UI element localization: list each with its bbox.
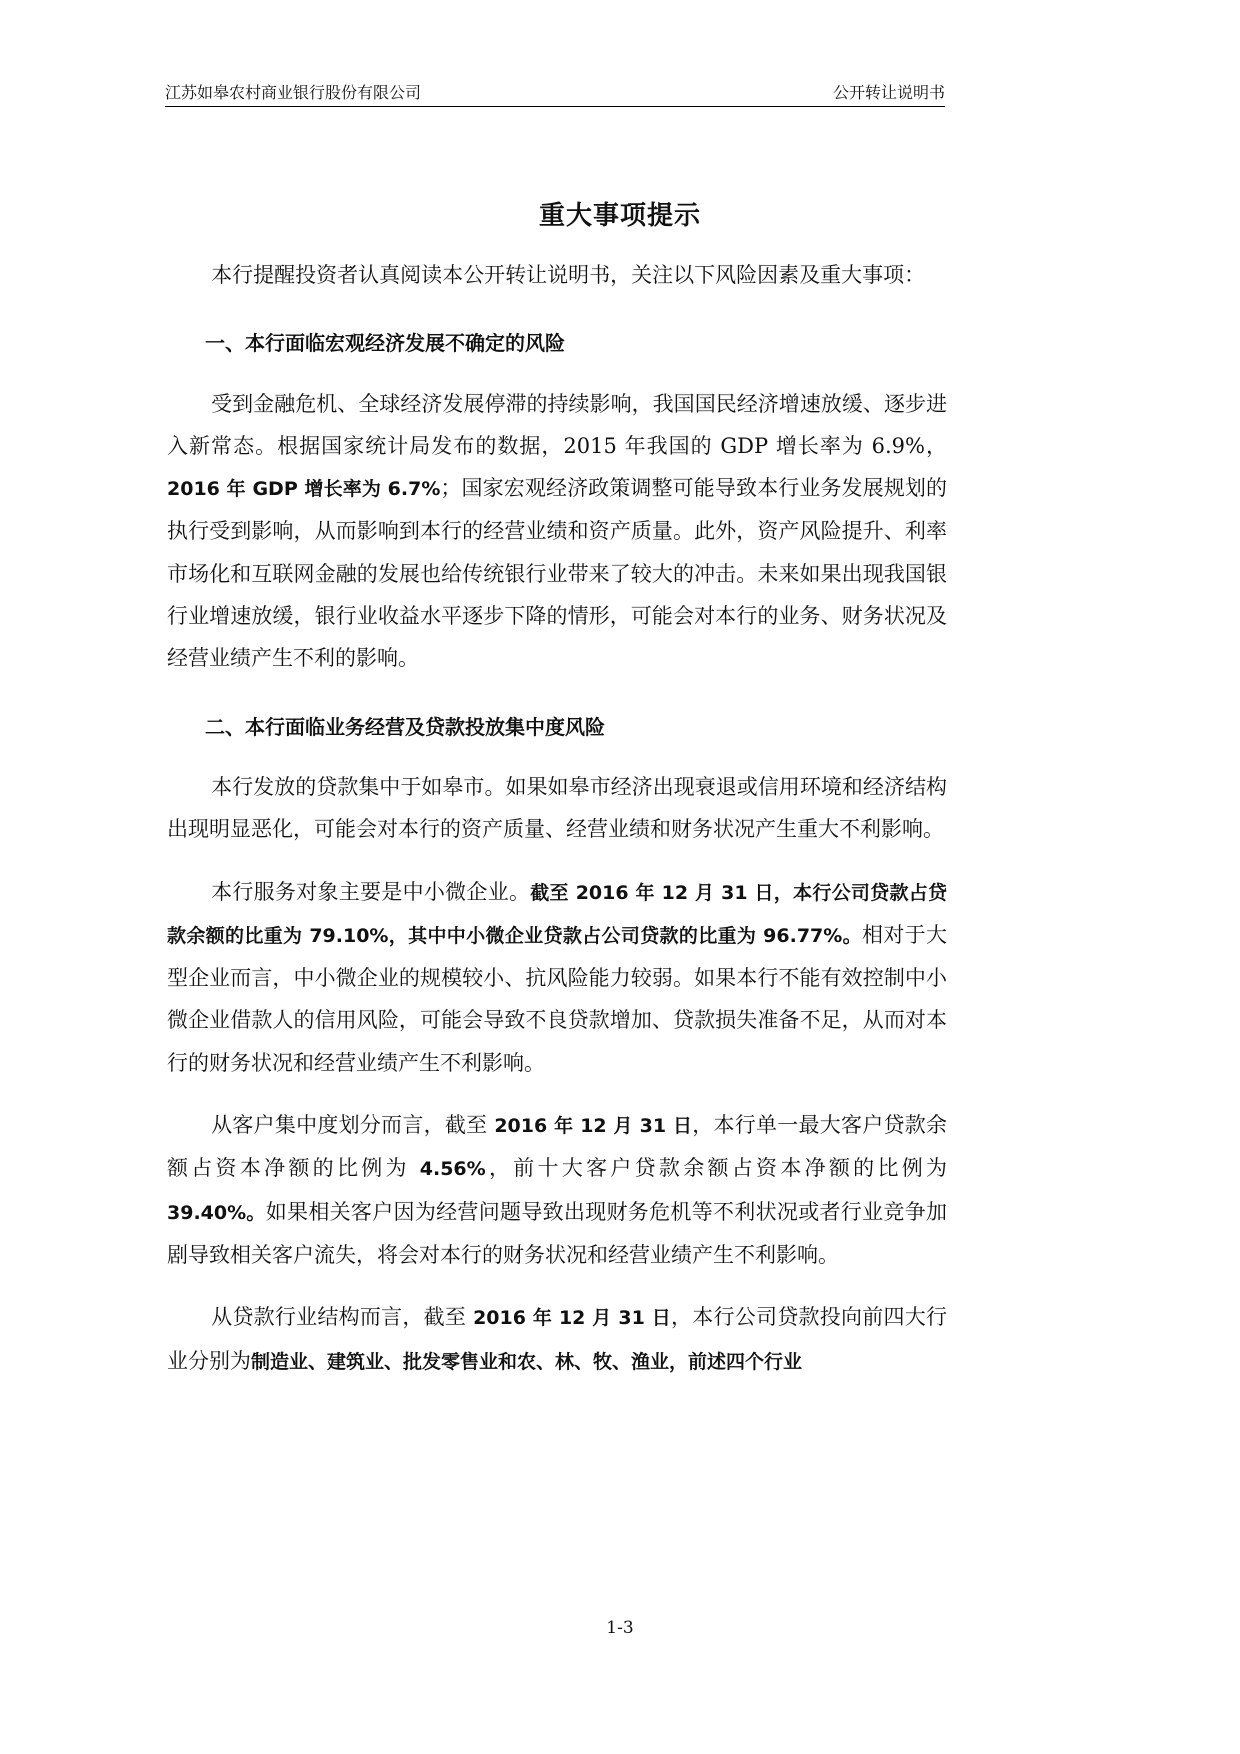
bold-text-run: 制造业、建筑业、批发零售业和农、林、牧、渔业，前述四个行业	[251, 1350, 803, 1373]
text-run: ，前十大客户贷款余额占资本净额的比例为	[485, 1156, 947, 1181]
text-run: 相对于大型企业而言，中小微企业的规模较小、抗风险能力较弱。如果本行不能有效控制中小微企业借款人的信用风险，可能会导致不良贷款增加、贷款损失准备不足，从而对本行的财务状况和经营业绩产生不利影响。	[167, 922, 947, 1075]
page-number: 1-3	[606, 1618, 634, 1638]
text-run: 受到金融危机、全球经济发展停滞的持续影响，我国国民经济增速放缓、逐步进入新常态。根据国家统计局发布的数据，2015 年我国的 GDP 增长率为 6.9%，	[167, 391, 947, 458]
section-2-paragraph-2	[167, 871, 947, 1084]
bold-text-run: 39.40%。	[167, 1201, 266, 1224]
intro-paragraph: 本行提醒投资者认真阅读本公开转让说明书，关注以下风险因素及重大事项：	[211, 263, 926, 287]
text-run: ，本行公司贷款投向前四大行业分别为	[167, 1305, 947, 1373]
text-run: 从客户集中度划分而言，截至	[211, 1113, 495, 1138]
section-2-paragraph-1: 本行发放的贷款集中于如皋市。如果如皋市经济出现衰退或信用环境和经济结构出现明显恶化，可能会对本行的资产质量、经营业绩和财务状况产生重大不利影响。	[167, 774, 947, 842]
header-company-name: 江苏如皋农村商业银行股份有限公司	[165, 83, 422, 102]
text-run: 本行服务对象主要是中小微企业。	[211, 879, 531, 904]
section-heading-2: 二、本行面临业务经营及贷款投放集中度风险	[205, 714, 605, 739]
section-1-paragraph	[167, 383, 947, 680]
bold-text-run: 截至 2016 年 12 月 31 日，本行公司贷款占贷款余额的比重为 79.10%，其中中小微企业贷款占公司贷款的比重为 96.77%。	[167, 881, 947, 947]
bold-text-run: 2016 年 12 月 31 日	[494, 1115, 693, 1138]
text-run: 从贷款行业结构而言，截至	[211, 1305, 474, 1330]
section-2-paragraph-3	[167, 1104, 947, 1276]
bold-text-run: 2016 年 12 月 31 日	[473, 1307, 671, 1330]
text-run: ；国家宏观经济政策调整可能导致本行业务发展规划的执行受到影响，从而影响到本行的经营业绩和资产质量。此外，资产风险提升、利率市场化和互联网金融的发展也给传统银行业带来了较大的冲击。未来如果出现我国银行业增速放缓，银行业收益水平逐步下降的情形，可能会对本行的业务、财务状况及经营业绩产生不利的影响。	[167, 476, 948, 671]
text-run: ，本行单一最大客户贷款余额占资本净额的比例为	[167, 1113, 947, 1181]
document-body	[167, 254, 947, 1383]
bold-text-run: 2016 年 GDP 增长率为 6.7%	[167, 478, 441, 501]
section-heading-1: 一、本行面临宏观经济发展不确定的风险	[205, 331, 565, 356]
bold-text-run: 4.56%	[419, 1158, 486, 1181]
page-header	[165, 78, 945, 107]
header-document-type: 公开转让说明书	[832, 83, 945, 102]
page-title: 重大事项提示	[538, 201, 701, 231]
text-run: 如果相关客户因为经营问题导致出现财务危机等不利状况或者行业竞争加剧导致相关客户流失，将会对本行的财务状况和经营业绩产生不利影响。	[167, 1199, 947, 1267]
section-2-paragraph-4	[167, 1296, 947, 1383]
